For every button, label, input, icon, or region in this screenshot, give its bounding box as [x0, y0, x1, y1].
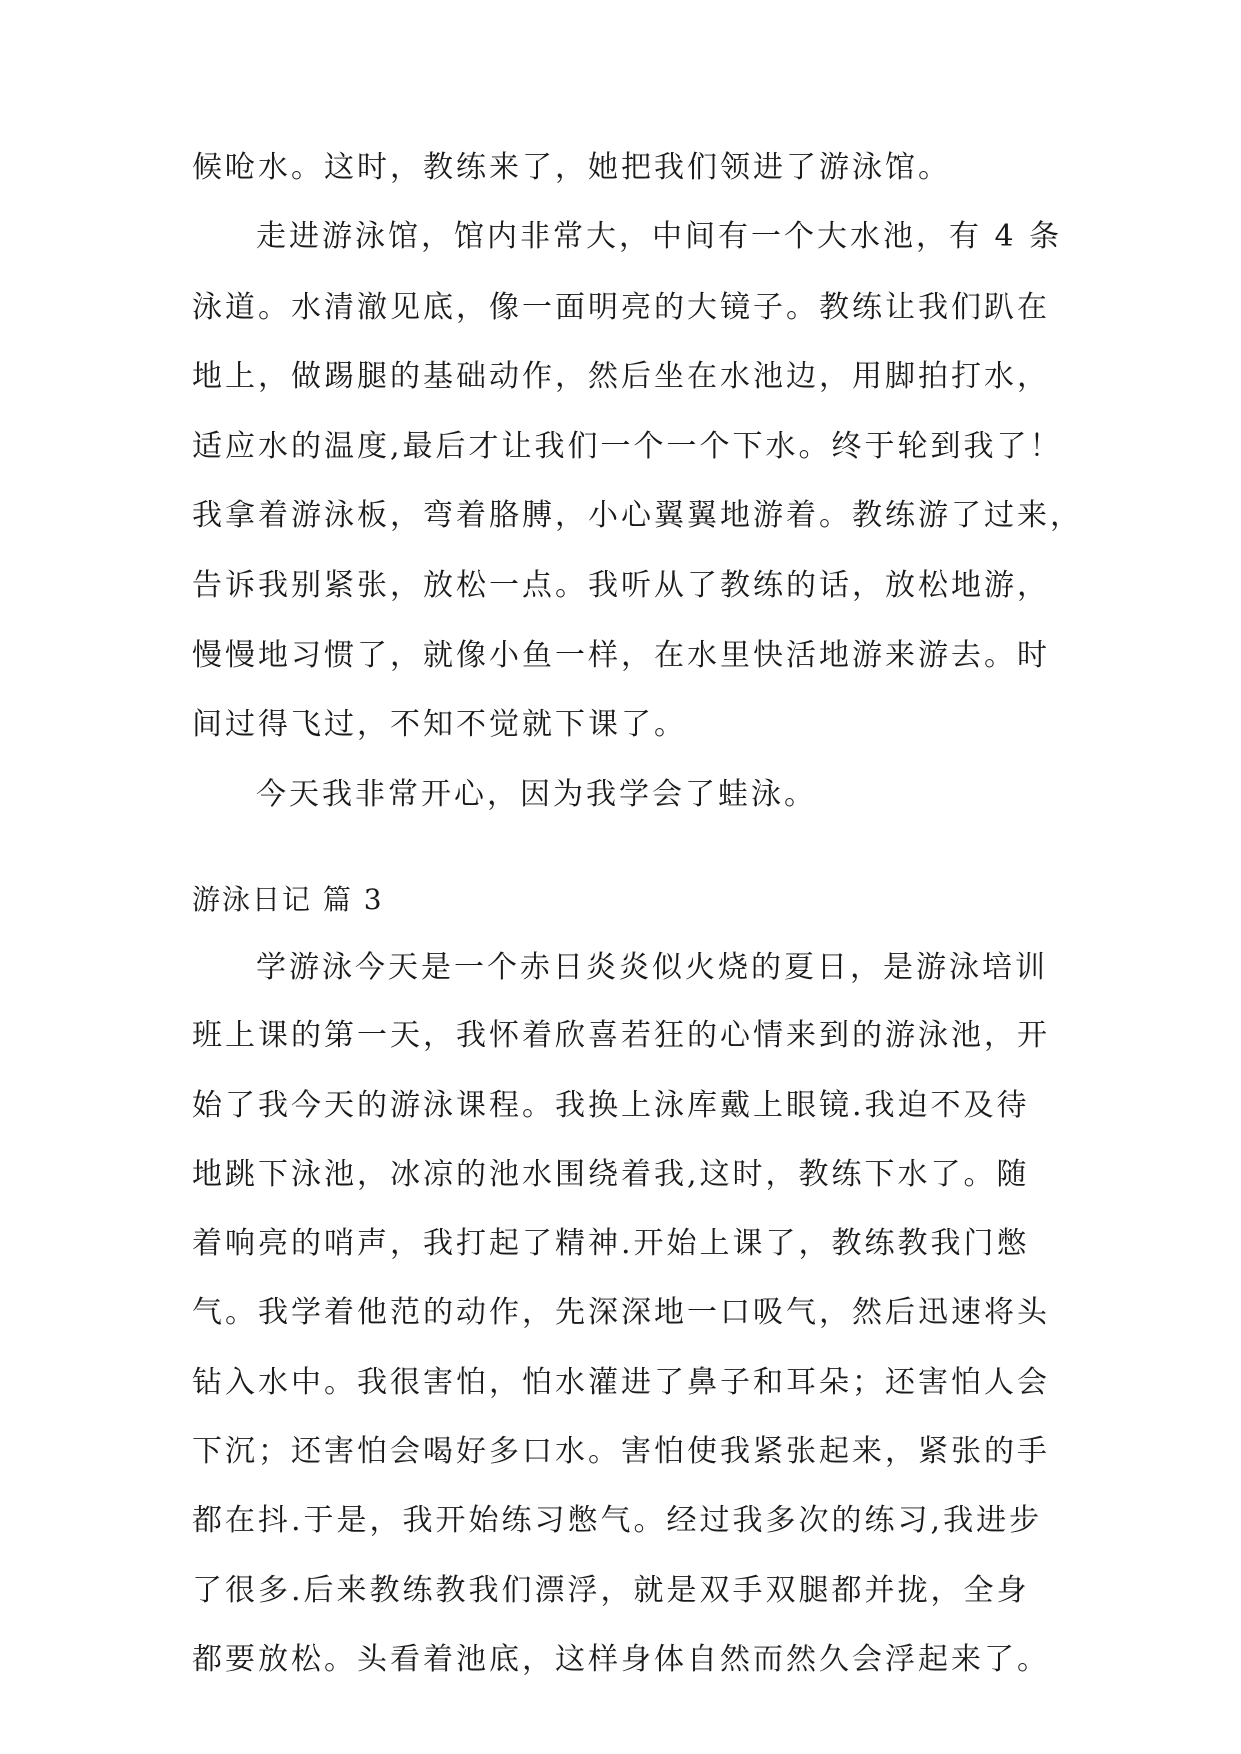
paragraph-line: 告诉我别紧张，放松一点。我听从了教练的话，放松地游，: [192, 568, 1050, 603]
paragraph-line: 气。我学着他范的动作，先深深地一口吸气，然后迅速将头: [192, 1295, 1050, 1330]
paragraph-line: 地上，做踢腿的基础动作，然后坐在水池边，用脚拍打水，: [192, 359, 1050, 394]
paragraph-line: 地跳下泳池，冰凉的池水围绕着我,这时，教练下水了。随: [192, 1157, 1030, 1192]
paragraph-line: 候呛水。这时，教练来了，她把我们领进了游泳馆。: [192, 150, 951, 185]
paragraph-line: 都要放松。头看着池底，这样身体自然而然久会浮起来了。: [192, 1642, 1050, 1677]
paragraph-line: 着响亮的哨声，我打起了精神.开始上课了，教练教我门憋: [192, 1226, 1030, 1261]
section-heading: 游泳日记 篇 3: [192, 883, 384, 916]
paragraph-line: 泳道。水清澈见底，像一面明亮的大镜子。教练让我们趴在: [192, 290, 1050, 325]
paragraph-line: 今天我非常开心，因为我学会了蛙泳。: [256, 777, 817, 812]
paragraph-line: 我拿着游泳板，弯着胳膊，小心翼翼地游着。教练游了过来，: [192, 498, 1083, 533]
paragraph-line: 下沉；还害怕会喝好多口水。害怕使我紧张起来，紧张的手: [192, 1434, 1050, 1469]
paragraph-line: 学游泳今天是一个赤日炎炎似火烧的夏日，是游泳培训: [256, 950, 1048, 985]
paragraph-line: 始了我今天的游泳课程。我换上泳库戴上眼镜.我迫不及待: [192, 1088, 1030, 1123]
paragraph-line: 钻入水中。我很害怕，怕水灌进了鼻子和耳朵；还害怕人会: [192, 1365, 1050, 1400]
paragraph-line: 间过得飞过，不知不觉就下课了。: [192, 707, 687, 742]
paragraph-line: 慢慢地习惯了，就像小鱼一样，在水里快活地游来游去。时: [192, 638, 1050, 673]
paragraph-line: 了很多.后来教练教我们漂浮，就是双手双腿都并拢，全身: [192, 1573, 1030, 1608]
paragraph-line: 班上课的第一天，我怀着欣喜若狂的心情来到的游泳池，开: [192, 1018, 1050, 1053]
paragraph-line: 走进游泳馆，馆内非常大，中间有一个大水池，有 4 条: [256, 219, 1063, 254]
paragraph-line: 都在抖.于是，我开始练习憋气。经过我多次的练习,我进步: [192, 1503, 1043, 1538]
paragraph-line: 适应水的温度,最后才让我们一个一个下水。终于轮到我了！: [192, 429, 1063, 464]
